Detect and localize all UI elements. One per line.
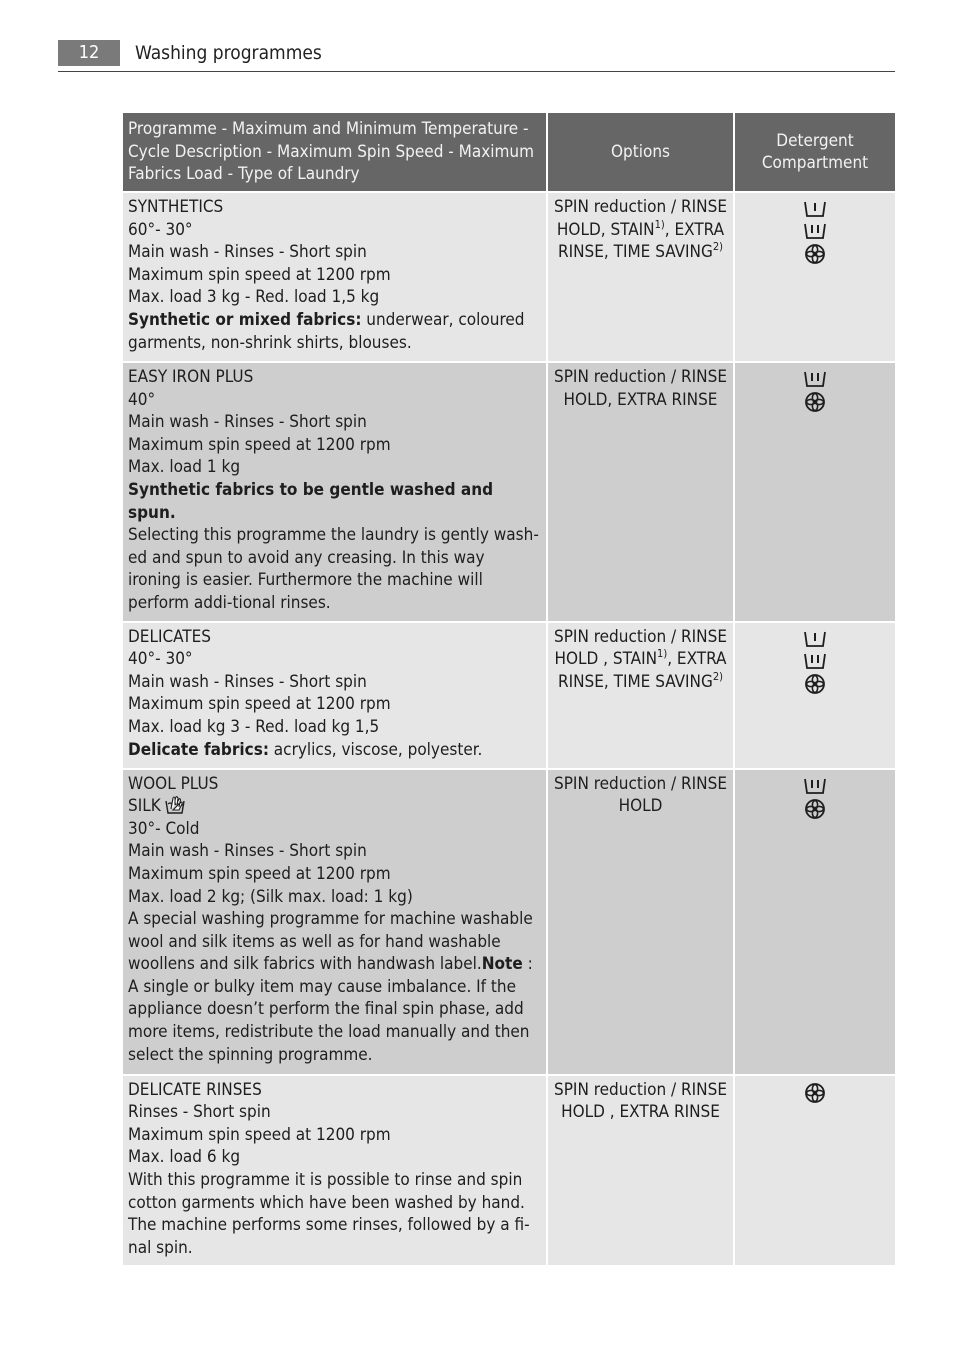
programme-note [128, 908, 540, 1066]
programme-load: Max. load 6 kg [128, 1147, 241, 1168]
programme-options [547, 362, 734, 622]
programme-load: Max. load 1 kg [128, 457, 241, 478]
prewash-icon [802, 199, 828, 221]
footnote-marker: 2) [712, 240, 724, 254]
softener-icon [802, 673, 828, 695]
programme-options [547, 622, 734, 769]
programme-name: WOOL PLUS [128, 773, 219, 794]
options-text: SPIN reduction / RINSE HOLD, EXTRA RINSE [554, 367, 727, 410]
options-text-continued: , EXTRA RINSE, TIME SAVING [557, 649, 727, 692]
programme-spin: Maximum spin speed at 1200 rpm [128, 434, 391, 455]
fabric-text: underwear, coloured garments, non-shrink shirts, blouses. [128, 309, 525, 353]
programme-temperature: 40°- 30° [128, 649, 193, 670]
table-row [122, 362, 896, 622]
column-header-options: Options [547, 112, 734, 192]
table-header-row [122, 112, 896, 192]
column-header-programme: Programme - Maximum and Minimum Temperature - Cycle Description - Maximum Spin Speed - Maximum Fabrics Load - Type of Laundry [122, 112, 547, 192]
detergent-compartments [734, 362, 896, 622]
programme-temperature: 30°- Cold [128, 818, 200, 839]
programme-options [547, 1075, 734, 1267]
programme-options [547, 192, 734, 362]
fabric-label: Synthetic or mixed fabrics: [128, 309, 362, 330]
main-wash-icon [802, 369, 828, 391]
column-header-detergent: Detergent Compartment [734, 112, 896, 192]
programmes-table [121, 111, 897, 1267]
detergent-compartments [734, 622, 896, 769]
handwash-icon [164, 795, 186, 815]
page-header [58, 40, 895, 72]
main-wash-icon [802, 776, 828, 798]
detergent-compartments [734, 1075, 896, 1267]
programme-options [547, 769, 734, 1075]
programme-description [122, 1075, 547, 1267]
table-row [122, 1075, 896, 1267]
fabric-label: Synthetic fabrics to be gentle washed and spun. [128, 479, 494, 523]
fabric-label: Delicate fabrics: [128, 739, 269, 760]
options-text: SPIN reduction / RINSE HOLD, STAIN [554, 197, 727, 240]
detergent-compartments [734, 192, 896, 362]
note-label: Note [481, 954, 523, 975]
options-text: SPIN reduction / RINSE HOLD , EXTRA RINSE [554, 1079, 727, 1123]
programme-fabric [128, 309, 540, 354]
programme-fabric [128, 739, 540, 762]
programme-spin: Maximum spin speed at 1200 rpm [128, 863, 391, 884]
page-number: 12 [58, 40, 120, 66]
options-text: SPIN reduction / RINSE HOLD [554, 773, 727, 817]
programme-name: EASY IRON PLUS [128, 367, 254, 387]
programme-spin: Maximum spin speed at 1200 rpm [128, 1124, 391, 1145]
softener-icon [802, 798, 828, 820]
options-text-continued: , EXTRA RINSE, TIME SAVING [557, 219, 725, 263]
programme-description [122, 362, 547, 622]
softener-icon [802, 391, 828, 413]
softener-icon [802, 243, 828, 265]
programme-cycle: Rinses - Short spin [128, 1102, 271, 1123]
programme-temperature: 40° [128, 389, 156, 410]
footnote-marker: 1) [657, 647, 668, 661]
main-wash-icon [802, 221, 828, 243]
programme-load: Max. load 2 kg; (Silk max. load: 1 kg) [128, 886, 413, 907]
programme-name: DELICATES [128, 626, 211, 647]
silk-label: SILK [128, 796, 161, 817]
programme-cycle: Main wash - Rinses - Short spin [128, 412, 367, 433]
programme-spin: Maximum spin speed at 1200 rpm [128, 264, 391, 285]
prewash-icon [802, 629, 828, 651]
fabric-text: Selecting this programme the laundry is gently wash-ed and spun to avoid any creasing. In this way ironing is easier. Furthermore the machine will perform addi-tional rinses. [128, 525, 539, 613]
programme-cycle: Main wash - Rinses - Short spin [128, 242, 367, 263]
description-text: With this programme it is possible to rinse and spin cotton garments which have been washed by hand. The machine performs some rinses, followed by a fi-nal spin. [128, 1169, 530, 1258]
table-row [122, 622, 896, 769]
softener-icon [802, 1082, 828, 1104]
table-row [122, 192, 896, 362]
fabric-text: acrylics, viscose, polyester. [268, 739, 483, 760]
programme-description [122, 769, 547, 1075]
footnote-marker: 2) [712, 669, 724, 683]
programme-name-secondary [128, 795, 540, 818]
detergent-compartments [734, 769, 896, 1075]
programme-spin: Maximum spin speed at 1200 rpm [128, 694, 391, 715]
note-text: : A single or bulky item may cause imbalance. If the appliance doesn’t perform the final spin phase, add more items, redistribute the load manually and then select the spinning programme. [128, 954, 533, 1065]
section-title: Washing programmes [135, 42, 322, 64]
programme-description [122, 192, 547, 362]
programme-cycle: Main wash - Rinses - Short spin [128, 841, 367, 862]
programme-load: Max. load kg 3 - Red. load kg 1,5 [128, 716, 380, 737]
table-row [122, 769, 896, 1075]
options-text: SPIN reduction / RINSE HOLD , STAIN [554, 626, 727, 670]
main-wash-icon [802, 651, 828, 673]
programme-load: Max. load 3 kg - Red. load 1,5 kg [128, 287, 380, 308]
programme-name: SYNTHETICS [128, 197, 224, 217]
programme-name: DELICATE RINSES [128, 1079, 262, 1100]
programme-description [122, 622, 547, 769]
programme-temperature: 60°- 30° [128, 219, 193, 240]
footnote-marker: 1) [654, 217, 665, 231]
description-text: A special washing programme for machine washable wool and silk items as well as for hand washable woollens and silk fabrics with handwash label. [128, 909, 533, 975]
programme-cycle: Main wash - Rinses - Short spin [128, 671, 367, 692]
